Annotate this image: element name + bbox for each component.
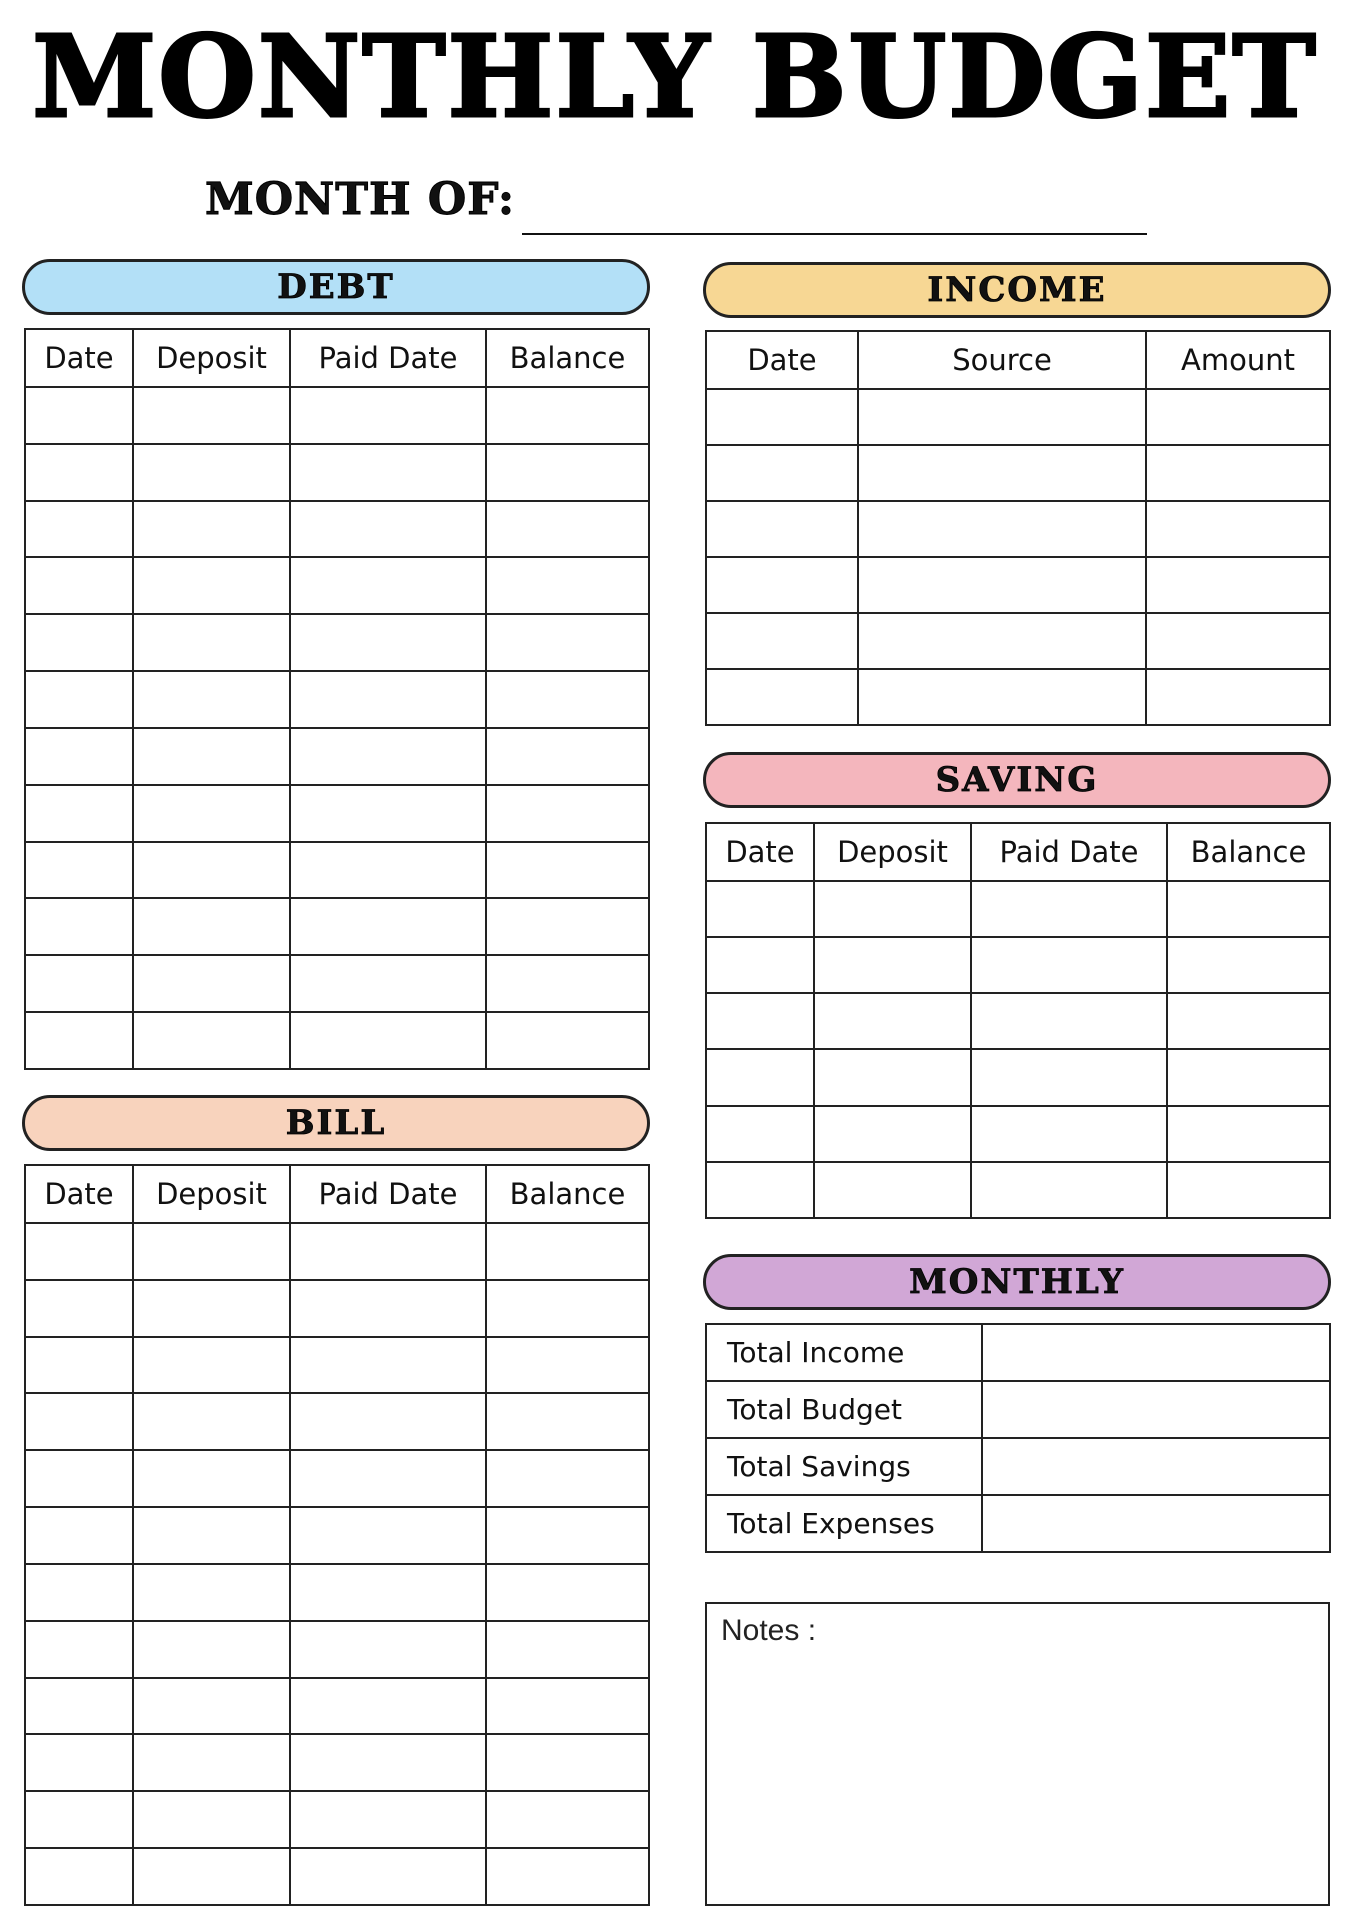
debt-col-paid-date: Paid Date bbox=[290, 329, 486, 387]
income-entry-cell[interactable] bbox=[858, 613, 1146, 669]
debt-table-row bbox=[25, 785, 649, 842]
saving-table-row bbox=[706, 881, 1330, 937]
bill-col-paid-date: Paid Date bbox=[290, 1165, 486, 1223]
bill-entry-cell[interactable] bbox=[290, 1678, 486, 1735]
income-entry-cell[interactable] bbox=[1146, 501, 1330, 557]
saving-entry-cell[interactable] bbox=[706, 1049, 814, 1105]
bill-table-row bbox=[25, 1507, 649, 1564]
income-entry-cell[interactable] bbox=[1146, 389, 1330, 445]
saving-entry-cell[interactable] bbox=[706, 993, 814, 1049]
income-table-row bbox=[706, 389, 1330, 445]
income-entry-cell[interactable] bbox=[1146, 445, 1330, 501]
notes-box[interactable] bbox=[705, 1602, 1330, 1906]
debt-table-row bbox=[25, 898, 649, 955]
bill-entry-cell[interactable] bbox=[133, 1507, 290, 1564]
debt-entry-cell[interactable] bbox=[290, 387, 486, 444]
bill-entry-cell[interactable] bbox=[133, 1280, 290, 1337]
debt-entry-cell[interactable] bbox=[486, 614, 649, 671]
bill-entry-cell[interactable] bbox=[486, 1337, 649, 1394]
monthly-row-total-expenses bbox=[706, 1495, 1330, 1552]
debt-entry-cell[interactable] bbox=[290, 614, 486, 671]
bill-entry-cell[interactable] bbox=[486, 1280, 649, 1337]
bill-entry-cell[interactable] bbox=[25, 1848, 133, 1905]
debt-entry-cell[interactable] bbox=[133, 671, 290, 728]
debt-entry-cell[interactable] bbox=[133, 955, 290, 1012]
saving-entry-cell[interactable] bbox=[706, 881, 814, 937]
debt-col-balance: Balance bbox=[486, 329, 649, 387]
saving-entry-cell[interactable] bbox=[706, 1106, 814, 1162]
debt-entry-cell[interactable] bbox=[486, 1012, 649, 1069]
saving-table-row bbox=[706, 1106, 1330, 1162]
bill-table-row bbox=[25, 1564, 649, 1621]
debt-table-row bbox=[25, 1012, 649, 1069]
total-expenses-value-cell[interactable] bbox=[982, 1495, 1330, 1552]
total-savings-value-cell[interactable] bbox=[982, 1438, 1330, 1495]
bill-entry-cell[interactable] bbox=[133, 1848, 290, 1905]
debt-entry-cell[interactable] bbox=[290, 557, 486, 614]
saving-entry-cell[interactable] bbox=[1167, 1162, 1330, 1218]
bill-entry-cell[interactable] bbox=[133, 1678, 290, 1735]
bill-entry-cell[interactable] bbox=[25, 1678, 133, 1735]
income-entry-cell[interactable] bbox=[858, 501, 1146, 557]
bill-entry-cell[interactable] bbox=[133, 1337, 290, 1394]
bill-entry-cell[interactable] bbox=[290, 1450, 486, 1507]
debt-table-row bbox=[25, 955, 649, 1012]
bill-entry-cell[interactable] bbox=[290, 1223, 486, 1280]
monthly-row-total-income bbox=[706, 1324, 1330, 1381]
total-budget-label: Total Budget bbox=[706, 1381, 982, 1438]
debt-entry-cell[interactable] bbox=[25, 785, 133, 842]
saving-entry-cell[interactable] bbox=[814, 1049, 971, 1105]
bill-section-header: BILL bbox=[22, 1095, 650, 1151]
saving-table bbox=[705, 822, 1331, 1219]
saving-entry-cell[interactable] bbox=[1167, 993, 1330, 1049]
bill-table-row bbox=[25, 1848, 649, 1905]
saving-col-deposit: Deposit bbox=[814, 823, 971, 881]
income-entry-cell[interactable] bbox=[858, 669, 1146, 725]
debt-table-row bbox=[25, 444, 649, 501]
income-entry-cell[interactable] bbox=[706, 669, 858, 725]
month-of-label: MONTH OF: bbox=[205, 174, 516, 225]
saving-section-header: SAVING bbox=[703, 752, 1331, 808]
saving-entry-cell[interactable] bbox=[814, 1162, 971, 1218]
saving-col-balance: Balance bbox=[1167, 823, 1330, 881]
debt-entry-cell[interactable] bbox=[486, 842, 649, 899]
income-table-row bbox=[706, 613, 1330, 669]
debt-entry-cell[interactable] bbox=[486, 955, 649, 1012]
bill-entry-cell[interactable] bbox=[25, 1734, 133, 1791]
debt-entry-cell[interactable] bbox=[133, 614, 290, 671]
debt-entry-cell[interactable] bbox=[486, 785, 649, 842]
debt-entry-cell[interactable] bbox=[486, 728, 649, 785]
monthly-section-header: MONTHLY bbox=[703, 1254, 1331, 1310]
income-entry-cell[interactable] bbox=[706, 501, 858, 557]
bill-entry-cell[interactable] bbox=[25, 1393, 133, 1450]
debt-entry-cell[interactable] bbox=[486, 387, 649, 444]
saving-table-row bbox=[706, 1049, 1330, 1105]
bill-entry-cell[interactable] bbox=[486, 1393, 649, 1450]
income-entry-cell[interactable] bbox=[706, 445, 858, 501]
bill-entry-cell[interactable] bbox=[486, 1734, 649, 1791]
income-entry-cell[interactable] bbox=[706, 557, 858, 613]
saving-entry-cell[interactable] bbox=[971, 1162, 1167, 1218]
saving-table-row bbox=[706, 1162, 1330, 1218]
bill-entry-cell[interactable] bbox=[486, 1564, 649, 1621]
saving-entry-cell[interactable] bbox=[971, 993, 1167, 1049]
bill-entry-cell[interactable] bbox=[486, 1450, 649, 1507]
income-table bbox=[705, 330, 1331, 726]
monthly-row-total-budget bbox=[706, 1381, 1330, 1438]
debt-col-deposit: Deposit bbox=[133, 329, 290, 387]
income-section-header: INCOME bbox=[703, 262, 1331, 318]
saving-col-paid-date: Paid Date bbox=[971, 823, 1167, 881]
saving-entry-cell[interactable] bbox=[1167, 937, 1330, 993]
income-entry-cell[interactable] bbox=[858, 445, 1146, 501]
debt-entry-cell[interactable] bbox=[486, 501, 649, 558]
bill-entry-cell[interactable] bbox=[290, 1337, 486, 1394]
saving-entry-cell[interactable] bbox=[814, 937, 971, 993]
debt-entry-cell[interactable] bbox=[25, 898, 133, 955]
saving-entry-cell[interactable] bbox=[814, 881, 971, 937]
income-col-amount: Amount bbox=[1146, 331, 1330, 389]
bill-entry-cell[interactable] bbox=[25, 1337, 133, 1394]
bill-entry-cell[interactable] bbox=[486, 1223, 649, 1280]
debt-table-row bbox=[25, 671, 649, 728]
debt-entry-cell[interactable] bbox=[133, 1012, 290, 1069]
income-table-row bbox=[706, 669, 1330, 725]
debt-entry-cell[interactable] bbox=[133, 557, 290, 614]
debt-table-row bbox=[25, 387, 649, 444]
debt-entry-cell[interactable] bbox=[133, 728, 290, 785]
monthly-row-total-savings bbox=[706, 1438, 1330, 1495]
income-entry-cell[interactable] bbox=[858, 557, 1146, 613]
bill-table bbox=[24, 1164, 650, 1906]
saving-entry-cell[interactable] bbox=[971, 881, 1167, 937]
bill-entry-cell[interactable] bbox=[133, 1393, 290, 1450]
bill-entry-cell[interactable] bbox=[133, 1564, 290, 1621]
bill-entry-cell[interactable] bbox=[25, 1621, 133, 1678]
income-entry-cell[interactable] bbox=[1146, 613, 1330, 669]
saving-entry-cell[interactable] bbox=[814, 1106, 971, 1162]
bill-table-row bbox=[25, 1791, 649, 1848]
bill-col-deposit: Deposit bbox=[133, 1165, 290, 1223]
total-budget-value-cell[interactable] bbox=[982, 1381, 1330, 1438]
debt-entry-cell[interactable] bbox=[133, 444, 290, 501]
bill-entry-cell[interactable] bbox=[486, 1848, 649, 1905]
debt-table-row bbox=[25, 728, 649, 785]
monthly-summary-table bbox=[705, 1323, 1331, 1553]
income-table-row bbox=[706, 557, 1330, 613]
income-table-row bbox=[706, 445, 1330, 501]
bill-entry-cell[interactable] bbox=[133, 1734, 290, 1791]
total-income-label: Total Income bbox=[706, 1324, 982, 1381]
debt-entry-cell[interactable] bbox=[290, 671, 486, 728]
bill-entry-cell[interactable] bbox=[290, 1393, 486, 1450]
bill-entry-cell[interactable] bbox=[486, 1791, 649, 1848]
bill-entry-cell[interactable] bbox=[290, 1621, 486, 1678]
debt-entry-cell[interactable] bbox=[25, 557, 133, 614]
bill-entry-cell[interactable] bbox=[25, 1564, 133, 1621]
bill-entry-cell[interactable] bbox=[133, 1791, 290, 1848]
total-expenses-label: Total Expenses bbox=[706, 1495, 982, 1552]
bill-entry-cell[interactable] bbox=[290, 1507, 486, 1564]
saving-table-row bbox=[706, 937, 1330, 993]
bill-entry-cell[interactable] bbox=[290, 1564, 486, 1621]
bill-col-balance: Balance bbox=[486, 1165, 649, 1223]
debt-entry-cell[interactable] bbox=[290, 842, 486, 899]
total-savings-label: Total Savings bbox=[706, 1438, 982, 1495]
debt-entry-cell[interactable] bbox=[25, 842, 133, 899]
debt-entry-cell[interactable] bbox=[486, 898, 649, 955]
bill-entry-cell[interactable] bbox=[290, 1280, 486, 1337]
income-entry-cell[interactable] bbox=[858, 389, 1146, 445]
bill-table-row bbox=[25, 1280, 649, 1337]
debt-entry-cell[interactable] bbox=[25, 1012, 133, 1069]
debt-entry-cell[interactable] bbox=[133, 501, 290, 558]
debt-entry-cell[interactable] bbox=[133, 387, 290, 444]
income-col-date: Date bbox=[706, 331, 858, 389]
bill-table-row bbox=[25, 1621, 649, 1678]
bill-table-row bbox=[25, 1393, 649, 1450]
income-entry-cell[interactable] bbox=[1146, 557, 1330, 613]
debt-entry-cell[interactable] bbox=[133, 842, 290, 899]
debt-entry-cell[interactable] bbox=[290, 898, 486, 955]
bill-table-row bbox=[25, 1678, 649, 1735]
saving-col-date: Date bbox=[706, 823, 814, 881]
debt-entry-cell[interactable] bbox=[290, 501, 486, 558]
debt-entry-cell[interactable] bbox=[25, 728, 133, 785]
bill-entry-cell[interactable] bbox=[133, 1450, 290, 1507]
bill-col-date: Date bbox=[25, 1165, 133, 1223]
bill-entry-cell[interactable] bbox=[25, 1450, 133, 1507]
bill-entry-cell[interactable] bbox=[486, 1621, 649, 1678]
saving-entry-cell[interactable] bbox=[814, 993, 971, 1049]
saving-entry-cell[interactable] bbox=[706, 1162, 814, 1218]
bill-table-row bbox=[25, 1734, 649, 1791]
bill-entry-cell[interactable] bbox=[25, 1280, 133, 1337]
debt-entry-cell[interactable] bbox=[290, 728, 486, 785]
bill-entry-cell[interactable] bbox=[290, 1734, 486, 1791]
income-table-row bbox=[706, 501, 1330, 557]
debt-entry-cell[interactable] bbox=[290, 1012, 486, 1069]
page-title: MONTHLY BUDGET bbox=[32, 12, 1318, 143]
saving-entry-cell[interactable] bbox=[1167, 1106, 1330, 1162]
debt-entry-cell[interactable] bbox=[486, 444, 649, 501]
debt-entry-cell[interactable] bbox=[290, 785, 486, 842]
bill-entry-cell[interactable] bbox=[133, 1223, 290, 1280]
saving-entry-cell[interactable] bbox=[971, 1049, 1167, 1105]
bill-entry-cell[interactable] bbox=[133, 1621, 290, 1678]
bill-entry-cell[interactable] bbox=[290, 1791, 486, 1848]
bill-entry-cell[interactable] bbox=[25, 1791, 133, 1848]
debt-entry-cell[interactable] bbox=[25, 444, 133, 501]
debt-table-row bbox=[25, 614, 649, 671]
debt-entry-cell[interactable] bbox=[25, 501, 133, 558]
debt-entry-cell[interactable] bbox=[133, 898, 290, 955]
debt-table-row bbox=[25, 842, 649, 899]
notes-label: Notes : bbox=[721, 1614, 817, 1647]
debt-section-header: DEBT bbox=[22, 259, 650, 315]
bill-entry-cell[interactable] bbox=[486, 1678, 649, 1735]
bill-entry-cell[interactable] bbox=[290, 1848, 486, 1905]
debt-table-row bbox=[25, 501, 649, 558]
debt-entry-cell[interactable] bbox=[290, 444, 486, 501]
bill-table-row bbox=[25, 1223, 649, 1280]
debt-entry-cell[interactable] bbox=[486, 557, 649, 614]
income-entry-cell[interactable] bbox=[706, 389, 858, 445]
saving-entry-cell[interactable] bbox=[1167, 1049, 1330, 1105]
total-income-value-cell[interactable] bbox=[982, 1324, 1330, 1381]
bill-table-row bbox=[25, 1337, 649, 1394]
income-entry-cell[interactable] bbox=[706, 613, 858, 669]
debt-entry-cell[interactable] bbox=[486, 671, 649, 728]
saving-entry-cell[interactable] bbox=[971, 1106, 1167, 1162]
bill-entry-cell[interactable] bbox=[25, 1507, 133, 1564]
debt-entry-cell[interactable] bbox=[25, 387, 133, 444]
debt-entry-cell[interactable] bbox=[25, 614, 133, 671]
debt-entry-cell[interactable] bbox=[290, 955, 486, 1012]
income-entry-cell[interactable] bbox=[1146, 669, 1330, 725]
saving-entry-cell[interactable] bbox=[1167, 881, 1330, 937]
income-col-source: Source bbox=[858, 331, 1146, 389]
debt-table bbox=[24, 328, 650, 1070]
bill-table-row bbox=[25, 1450, 649, 1507]
debt-entry-cell[interactable] bbox=[25, 671, 133, 728]
month-of-input-line[interactable] bbox=[522, 233, 1147, 235]
saving-entry-cell[interactable] bbox=[971, 937, 1167, 993]
debt-table-row bbox=[25, 557, 649, 614]
bill-entry-cell[interactable] bbox=[25, 1223, 133, 1280]
debt-col-date: Date bbox=[25, 329, 133, 387]
saving-table-row bbox=[706, 993, 1330, 1049]
saving-entry-cell[interactable] bbox=[706, 937, 814, 993]
debt-entry-cell[interactable] bbox=[25, 955, 133, 1012]
bill-entry-cell[interactable] bbox=[486, 1507, 649, 1564]
debt-entry-cell[interactable] bbox=[133, 785, 290, 842]
